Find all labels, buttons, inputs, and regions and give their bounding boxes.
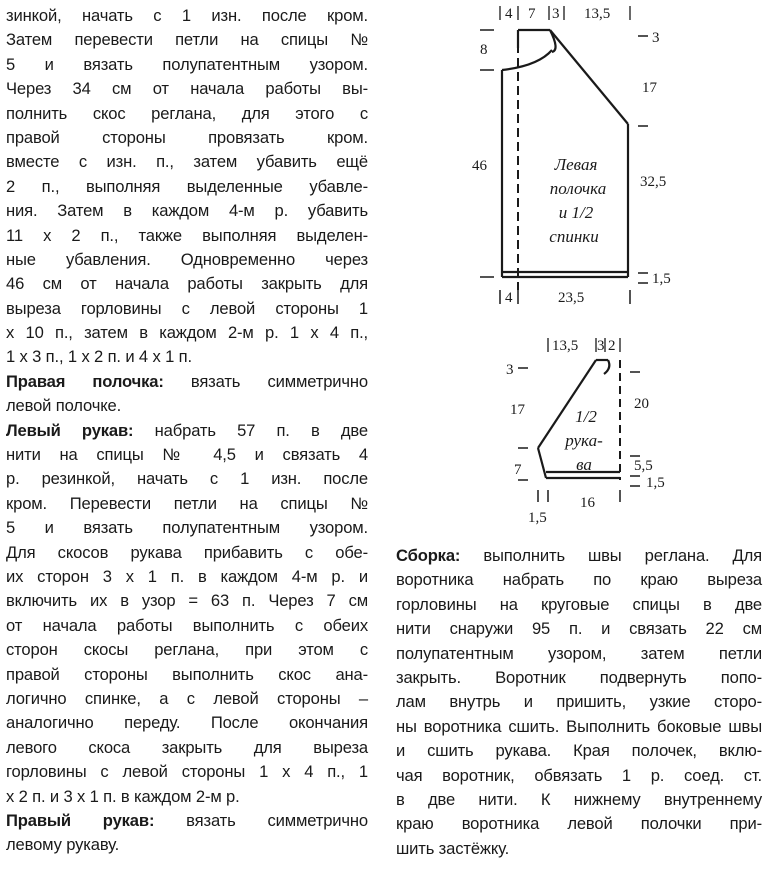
front-dim-right-4: 1,5	[652, 271, 671, 287]
text-line	[6, 833, 368, 857]
line-text: зинкой, начать с 1 изн. после кром.	[6, 6, 368, 25]
sleeve-dim-top-1: 13,5	[552, 338, 579, 354]
text-line	[6, 785, 368, 809]
text-line	[6, 126, 368, 150]
sleeve-schematic-svg	[500, 330, 700, 530]
sleeve-label-3: ва	[576, 455, 592, 474]
front-dim-top-4: 13,5	[584, 6, 611, 22]
front-label-2: полочка	[549, 179, 607, 198]
line-text: полупатентным узором, затем петли	[396, 643, 762, 663]
sleeve-dim-right-3: 1,5	[646, 475, 665, 491]
instructions-right-column	[396, 544, 762, 861]
text-line	[6, 345, 368, 369]
line-text: 46 см от начала работы закрыть для	[6, 274, 368, 294]
text-line	[6, 150, 368, 174]
line-text: вместе с изн. п., затем убавить ещё	[6, 152, 368, 172]
text-line	[6, 541, 368, 565]
text-line	[396, 617, 762, 641]
front-dim-bottom-1: 4	[505, 290, 513, 306]
line-text: их сторон 3 х 1 п. в каждом 4-м р. и	[6, 566, 368, 586]
text-line	[396, 642, 762, 666]
line-text: нити снаружи 95 п. и связать 22 см	[396, 619, 762, 639]
line-text: вязать симметрично	[154, 810, 368, 830]
line-text: чая воротник, обвязать 1 р. соед. ст.	[396, 765, 762, 785]
line-text: левого скоса закрыть для выреза	[6, 737, 368, 757]
line-text: х 2 п. и 3 х 1 п. в каждом 2-м р.	[6, 786, 240, 806]
sleeve-dim-left-3: 7	[514, 462, 522, 478]
text-line	[396, 690, 762, 714]
text-line	[6, 224, 368, 248]
sleeve-label-2: рука-	[565, 431, 603, 450]
text-line	[6, 419, 368, 443]
sleeve-schematic	[500, 330, 700, 530]
front-back-schematic	[468, 0, 708, 310]
sleeve-dim-bottom-2: 16	[580, 495, 595, 511]
text-line	[396, 788, 762, 812]
line-text: Для скосов рукава прибавить с обе-	[6, 542, 368, 562]
line-text: 1 х 3 п., 1 х 2 п. и 4 х 1 п.	[6, 347, 192, 367]
front-dim-right-1: 3	[652, 30, 660, 46]
text-line	[6, 565, 368, 589]
front-dim-bottom-2: 23,5	[558, 290, 585, 306]
line-text: кром. Перевести петли на спицы №	[6, 493, 368, 513]
text-line	[396, 666, 762, 690]
line-text: полнить скос реглана, для этого с	[6, 103, 368, 123]
line-text: логично спинке, а с левой стороны –	[6, 688, 368, 708]
line-text: закрыть. Воротник подвернуть попо-	[396, 667, 762, 687]
text-line	[6, 809, 368, 833]
line-text: выреза горловины с левой стороны 1	[6, 298, 368, 318]
line-text: шить застёжку.	[396, 838, 510, 858]
line-text: аналогично переду. После окончания	[6, 713, 368, 733]
line-text: вязать симметрично	[163, 371, 368, 391]
line-text: 11 х 2 п., также выполняя выделен-	[6, 225, 368, 245]
line-text: сторон скосы реглана, при этом с	[6, 640, 368, 660]
line-text: левой полочке.	[6, 396, 122, 416]
front-label-1: Левая	[554, 155, 598, 174]
text-line	[6, 4, 368, 28]
text-line	[396, 593, 762, 617]
text-line	[6, 28, 368, 52]
line-text: правой стороны провязать кром.	[6, 127, 368, 147]
text-line	[6, 663, 368, 687]
text-line	[6, 443, 368, 467]
text-line	[396, 837, 762, 861]
sleeve-dim-bottom-1: 1,5	[528, 510, 547, 526]
line-text: и сшить рукава. Края полочек, вклю-	[396, 741, 762, 761]
text-line	[396, 739, 762, 763]
text-line	[6, 638, 368, 662]
text-line	[6, 272, 368, 296]
line-text: в две нити. К нижнему внутреннему	[396, 789, 762, 809]
text-line	[396, 812, 762, 836]
front-label-4: спинки	[549, 227, 599, 246]
section-heading: Сборка:	[396, 546, 461, 565]
sleeve-dim-right-1: 20	[634, 396, 649, 412]
line-text: горловины на круговые спицы в две	[396, 594, 762, 614]
front-schematic-svg	[468, 0, 708, 310]
section-heading: Правый рукав:	[6, 810, 155, 830]
line-text: 2 п., выполняя выделенные убавле-	[6, 176, 368, 196]
text-line	[6, 516, 368, 540]
front-dim-left-2: 46	[472, 158, 487, 174]
line-text: выполнить швы реглана. Для	[460, 546, 762, 565]
text-line	[6, 321, 368, 345]
section-heading: Правая полочка:	[6, 371, 164, 391]
text-line	[6, 248, 368, 272]
text-line	[396, 544, 762, 568]
line-text: Затем перевести петли на спицы №	[6, 30, 368, 50]
front-dim-right-2: 17	[642, 80, 657, 96]
line-text: р. резинкой, начать с 1 изн. после	[6, 469, 368, 489]
sleeve-dim-right-2: 5,5	[634, 458, 653, 474]
text-line	[6, 199, 368, 223]
text-line	[6, 736, 368, 760]
front-dim-right-3: 32,5	[640, 174, 667, 190]
front-dim-left-1: 8	[480, 42, 488, 58]
text-line	[6, 589, 368, 613]
front-dim-top-3: 3	[552, 6, 560, 22]
front-label-3: и 1/2	[558, 203, 594, 222]
text-line	[396, 715, 762, 739]
text-line	[6, 394, 368, 418]
section-heading: Левый рукав:	[6, 420, 134, 440]
text-line	[6, 614, 368, 638]
line-text: левому рукаву.	[6, 835, 120, 855]
line-text: ные убавления. Одновременно через	[6, 249, 368, 269]
text-line	[6, 175, 368, 199]
text-line	[6, 102, 368, 126]
line-text: нити на спицы № 4,5 и связать 4	[6, 445, 368, 465]
line-text: от начала работы выполнить с обеих	[6, 615, 368, 635]
line-text: горловины с левой стороны 1 х 4 п., 1	[6, 762, 368, 782]
line-text: ния. Затем в каждом 4-м р. убавить	[6, 201, 368, 221]
text-line	[6, 760, 368, 784]
line-text: х 10 п., затем в каждом 2-м р. 1 х 4 п.,	[6, 323, 368, 343]
line-text: лам внутрь и пришить, узкие сторо-	[396, 692, 762, 712]
instructions-left-column	[6, 4, 368, 858]
sleeve-dim-left-1: 3	[506, 362, 514, 378]
text-line	[6, 297, 368, 321]
sleeve-dim-left-2: 17	[510, 402, 525, 418]
text-line	[6, 711, 368, 735]
line-text: ны воротника сшить. Выполнить боковые швы	[396, 716, 762, 736]
text-line	[396, 568, 762, 592]
line-text: правой стороны выполнить скос ана-	[6, 664, 368, 684]
front-dim-top-1: 4	[505, 6, 513, 22]
sleeve-label-1: 1/2	[575, 407, 597, 426]
text-line	[6, 687, 368, 711]
line-text: включить их в узор = 63 п. Через 7 см	[6, 591, 368, 611]
text-line	[6, 370, 368, 394]
line-text: 5 и вязать полупатентным узором.	[6, 518, 368, 538]
sleeve-dim-top-3: 2	[608, 338, 616, 354]
text-line	[6, 53, 368, 77]
text-line	[6, 467, 368, 491]
line-text: воротника набрать по краю выреза	[396, 570, 762, 590]
front-dim-top-2: 7	[528, 6, 536, 22]
sleeve-dim-top-2: 3	[597, 338, 605, 354]
line-text: краю воротника левой полочки при-	[396, 814, 762, 834]
text-line	[396, 764, 762, 788]
text-line	[6, 492, 368, 516]
line-text: Через 34 см от начала работы вы-	[6, 79, 368, 99]
line-text: набрать 57 п. в две	[133, 420, 368, 440]
line-text: 5 и вязать полупатентным узором.	[6, 54, 368, 74]
text-line	[6, 77, 368, 101]
